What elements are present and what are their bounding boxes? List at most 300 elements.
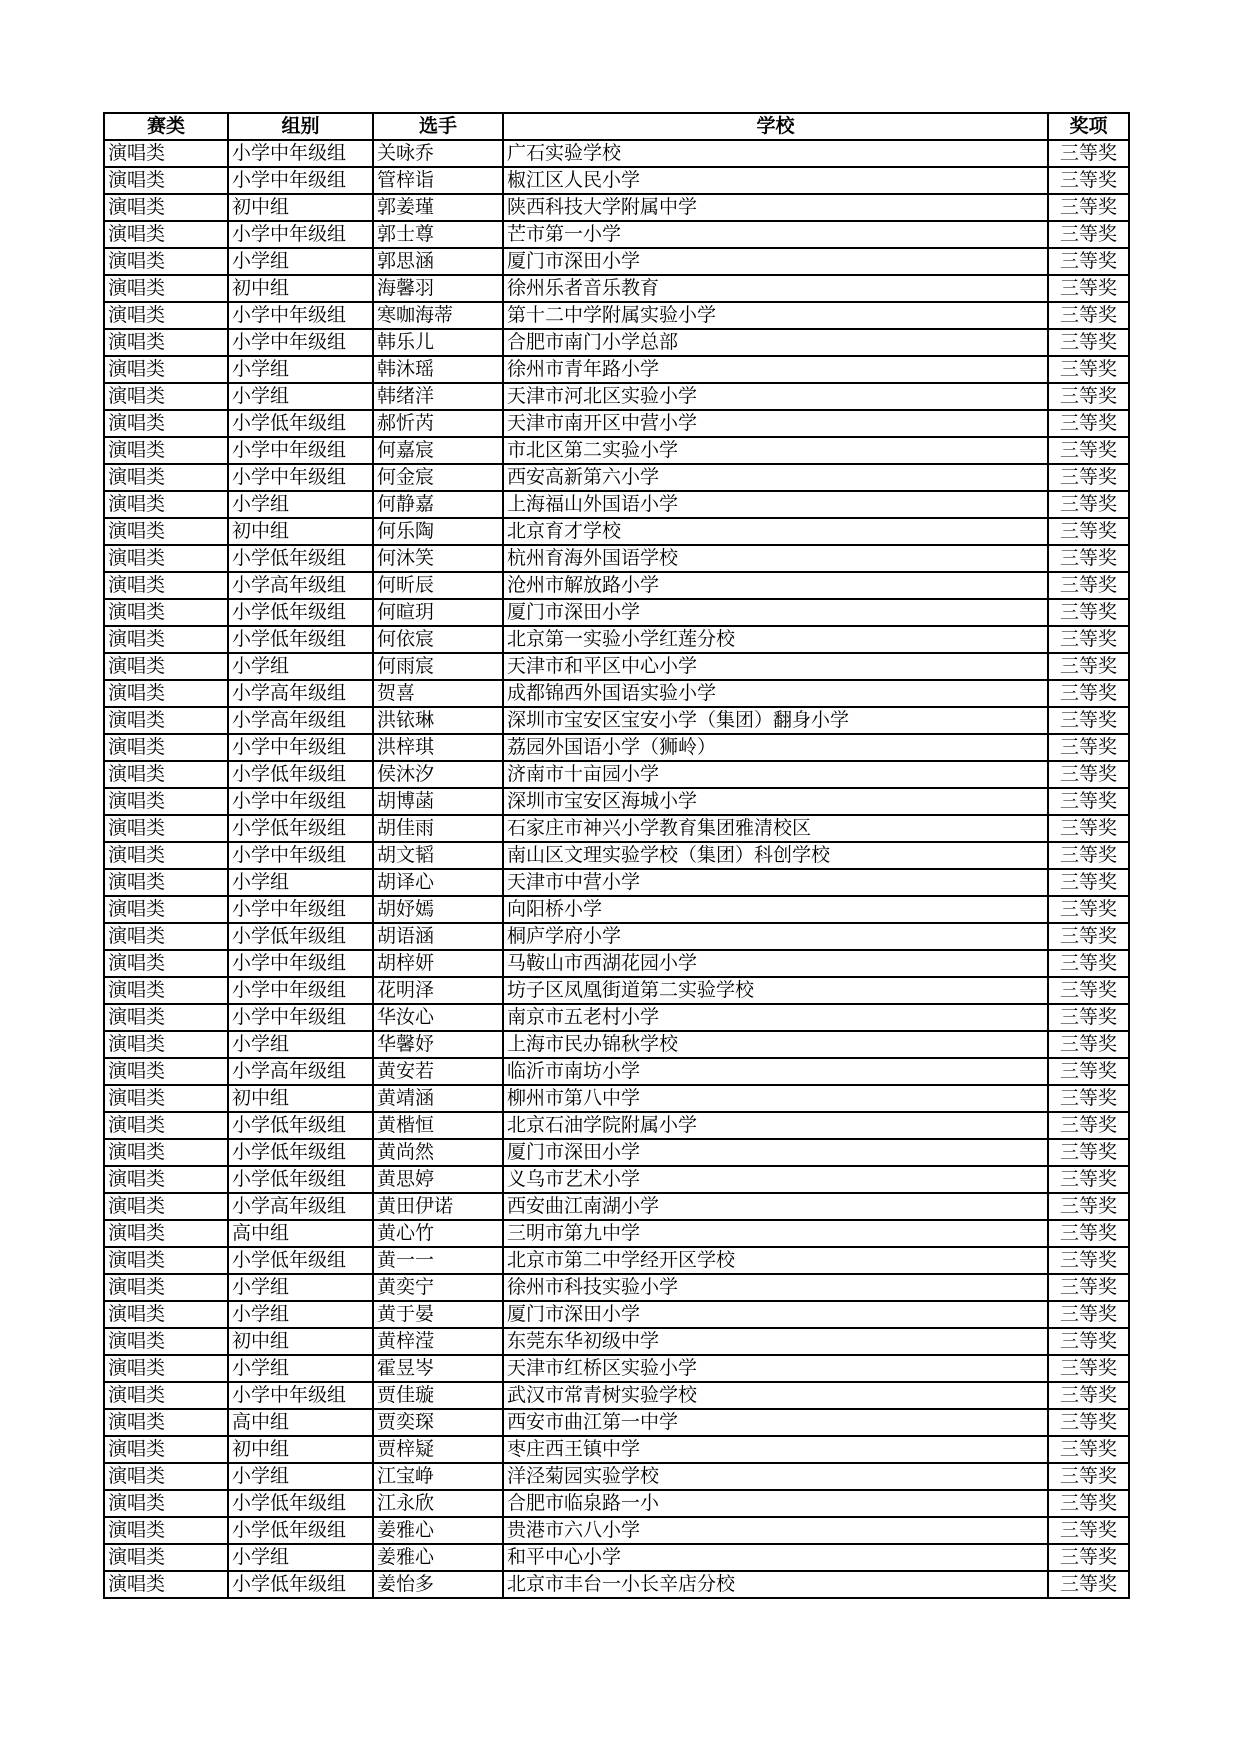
school-cell: 市北区第二实验小学	[503, 437, 1048, 464]
category-cell: 演唱类	[104, 437, 228, 464]
table-row	[104, 842, 1129, 869]
category-cell: 演唱类	[104, 599, 228, 626]
school-cell: 荔园外国语小学（狮岭）	[503, 734, 1048, 761]
category-cell: 演唱类	[104, 140, 228, 167]
table-row	[104, 1274, 1129, 1301]
award-cell: 三等奖	[1048, 977, 1129, 1004]
group-cell: 小学高年级组	[228, 707, 373, 734]
school-cell: 椒江区人民小学	[503, 167, 1048, 194]
group-cell: 小学中年级组	[228, 140, 373, 167]
school-cell: 深圳市宝安区海城小学	[503, 788, 1048, 815]
table-row	[104, 896, 1129, 923]
group-cell: 小学组	[228, 491, 373, 518]
category-cell: 演唱类	[104, 1328, 228, 1355]
school-cell: 北京第一实验小学红莲分校	[503, 626, 1048, 653]
category-cell: 演唱类	[104, 194, 228, 221]
award-cell: 三等奖	[1048, 1085, 1129, 1112]
contestant-cell: 洪铱琳	[373, 707, 503, 734]
group-cell: 小学组	[228, 356, 373, 383]
category-cell: 演唱类	[104, 410, 228, 437]
school-cell: 北京市丰台一小长辛店分校	[503, 1571, 1048, 1598]
school-cell: 徐州市科技实验小学	[503, 1274, 1048, 1301]
category-cell: 演唱类	[104, 680, 228, 707]
table-row	[104, 356, 1129, 383]
award-cell: 三等奖	[1048, 950, 1129, 977]
contestant-cell: 郭思涵	[373, 248, 503, 275]
group-cell: 初中组	[228, 194, 373, 221]
table-row	[104, 1193, 1129, 1220]
category-cell: 演唱类	[104, 221, 228, 248]
category-cell: 演唱类	[104, 1274, 228, 1301]
school-cell: 广石实验学校	[503, 140, 1048, 167]
school-cell: 三明市第九中学	[503, 1220, 1048, 1247]
group-cell: 小学低年级组	[228, 626, 373, 653]
contestant-cell: 黄田伊诺	[373, 1193, 503, 1220]
table-row	[104, 518, 1129, 545]
award-cell: 三等奖	[1048, 599, 1129, 626]
school-cell: 沧州市解放路小学	[503, 572, 1048, 599]
awards-table	[103, 112, 1130, 1599]
contestant-cell: 海馨羽	[373, 275, 503, 302]
award-cell: 三等奖	[1048, 653, 1129, 680]
contestant-cell: 黄于晏	[373, 1301, 503, 1328]
group-cell: 小学组	[228, 1031, 373, 1058]
group-cell: 高中组	[228, 1220, 373, 1247]
category-cell: 演唱类	[104, 707, 228, 734]
group-cell: 小学中年级组	[228, 167, 373, 194]
award-cell: 三等奖	[1048, 1139, 1129, 1166]
category-cell: 演唱类	[104, 788, 228, 815]
award-cell: 三等奖	[1048, 1328, 1129, 1355]
category-cell: 演唱类	[104, 869, 228, 896]
category-cell: 演唱类	[104, 977, 228, 1004]
school-cell: 西安市曲江第一中学	[503, 1409, 1048, 1436]
school-cell: 上海市民办锦秋学校	[503, 1031, 1048, 1058]
school-cell: 陕西科技大学附属中学	[503, 194, 1048, 221]
category-cell: 演唱类	[104, 1085, 228, 1112]
group-cell: 初中组	[228, 1328, 373, 1355]
school-cell: 洋泾菊园实验学校	[503, 1463, 1048, 1490]
contestant-cell: 胡译心	[373, 869, 503, 896]
award-cell: 三等奖	[1048, 1409, 1129, 1436]
group-cell: 初中组	[228, 518, 373, 545]
group-cell: 小学低年级组	[228, 545, 373, 572]
table-row	[104, 140, 1129, 167]
school-cell: 深圳市宝安区宝安小学（集团）翻身小学	[503, 707, 1048, 734]
award-cell: 三等奖	[1048, 788, 1129, 815]
group-cell: 小学高年级组	[228, 1058, 373, 1085]
table-row	[104, 788, 1129, 815]
school-cell: 厦门市深田小学	[503, 1139, 1048, 1166]
table-row	[104, 734, 1129, 761]
award-cell: 三等奖	[1048, 1355, 1129, 1382]
table-row	[104, 275, 1129, 302]
contestant-cell: 侯沐汐	[373, 761, 503, 788]
award-cell: 三等奖	[1048, 1220, 1129, 1247]
category-cell: 演唱类	[104, 248, 228, 275]
award-cell: 三等奖	[1048, 248, 1129, 275]
group-cell: 初中组	[228, 1436, 373, 1463]
school-cell: 南山区文理实验学校（集团）科创学校	[503, 842, 1048, 869]
contestant-cell: 江永欣	[373, 1490, 503, 1517]
contestant-cell: 韩乐儿	[373, 329, 503, 356]
category-cell: 演唱类	[104, 1139, 228, 1166]
contestant-cell: 贺喜	[373, 680, 503, 707]
table-row	[104, 1166, 1129, 1193]
category-cell: 演唱类	[104, 896, 228, 923]
category-cell: 演唱类	[104, 815, 228, 842]
award-cell: 三等奖	[1048, 680, 1129, 707]
group-cell: 小学中年级组	[228, 788, 373, 815]
group-cell: 小学中年级组	[228, 1004, 373, 1031]
school-cell: 贵港市六八小学	[503, 1517, 1048, 1544]
table-row	[104, 1328, 1129, 1355]
school-cell: 厦门市深田小学	[503, 599, 1048, 626]
category-cell: 演唱类	[104, 1166, 228, 1193]
table-row	[104, 761, 1129, 788]
award-cell: 三等奖	[1048, 1436, 1129, 1463]
award-cell: 三等奖	[1048, 626, 1129, 653]
school-cell: 天津市红桥区实验小学	[503, 1355, 1048, 1382]
category-cell: 演唱类	[104, 626, 228, 653]
school-cell: 西安曲江南湖小学	[503, 1193, 1048, 1220]
contestant-cell: 姜雅心	[373, 1544, 503, 1571]
school-cell: 天津市河北区实验小学	[503, 383, 1048, 410]
contestant-cell: 黄心竹	[373, 1220, 503, 1247]
contestant-cell: 何依宸	[373, 626, 503, 653]
award-cell: 三等奖	[1048, 545, 1129, 572]
group-cell: 小学中年级组	[228, 437, 373, 464]
school-cell: 南京市五老村小学	[503, 1004, 1048, 1031]
table-row	[104, 1247, 1129, 1274]
group-cell: 小学中年级组	[228, 1382, 373, 1409]
award-cell: 三等奖	[1048, 1571, 1129, 1598]
category-cell: 演唱类	[104, 1517, 228, 1544]
table-row	[104, 869, 1129, 896]
award-cell: 三等奖	[1048, 923, 1129, 950]
category-cell: 演唱类	[104, 1220, 228, 1247]
table-row	[104, 1544, 1129, 1571]
group-cell: 小学组	[228, 1274, 373, 1301]
category-cell: 演唱类	[104, 1544, 228, 1571]
contestant-cell: 华馨妤	[373, 1031, 503, 1058]
group-cell: 小学中年级组	[228, 464, 373, 491]
table-row	[104, 1409, 1129, 1436]
category-cell: 演唱类	[104, 1382, 228, 1409]
table-row	[104, 1139, 1129, 1166]
award-cell: 三等奖	[1048, 1490, 1129, 1517]
category-cell: 演唱类	[104, 653, 228, 680]
award-cell: 三等奖	[1048, 302, 1129, 329]
table-body	[104, 140, 1129, 1598]
table-row	[104, 707, 1129, 734]
category-cell: 演唱类	[104, 491, 228, 518]
award-cell: 三等奖	[1048, 1247, 1129, 1274]
award-cell: 三等奖	[1048, 1193, 1129, 1220]
category-cell: 演唱类	[104, 734, 228, 761]
category-cell: 演唱类	[104, 329, 228, 356]
school-cell: 义乌市艺术小学	[503, 1166, 1048, 1193]
group-cell: 小学低年级组	[228, 1571, 373, 1598]
school-cell: 厦门市深田小学	[503, 248, 1048, 275]
school-cell: 马鞍山市西湖花园小学	[503, 950, 1048, 977]
school-cell: 天津市中营小学	[503, 869, 1048, 896]
table-row	[104, 626, 1129, 653]
award-cell: 三等奖	[1048, 1004, 1129, 1031]
group-cell: 小学中年级组	[228, 896, 373, 923]
table-row	[104, 1031, 1129, 1058]
table-row	[104, 1436, 1129, 1463]
table-row	[104, 329, 1129, 356]
contestant-cell: 贾佳璇	[373, 1382, 503, 1409]
group-cell: 小学中年级组	[228, 302, 373, 329]
award-cell: 三等奖	[1048, 329, 1129, 356]
award-cell: 三等奖	[1048, 1463, 1129, 1490]
school-cell: 天津市和平区中心小学	[503, 653, 1048, 680]
category-cell: 演唱类	[104, 302, 228, 329]
school-cell: 西安高新第六小学	[503, 464, 1048, 491]
award-cell: 三等奖	[1048, 1058, 1129, 1085]
table-row	[104, 1112, 1129, 1139]
contestant-cell: 华汝心	[373, 1004, 503, 1031]
contestant-cell: 姜雅心	[373, 1517, 503, 1544]
contestant-cell: 黄一一	[373, 1247, 503, 1274]
table-row	[104, 1058, 1129, 1085]
category-cell: 演唱类	[104, 1004, 228, 1031]
category-cell: 演唱类	[104, 1058, 228, 1085]
award-cell: 三等奖	[1048, 437, 1129, 464]
contestant-cell: 黄靖涵	[373, 1085, 503, 1112]
school-cell: 石家庄市神兴小学教育集团雅清校区	[503, 815, 1048, 842]
contestant-cell: 黄梓滢	[373, 1328, 503, 1355]
contestant-cell: 何乐陶	[373, 518, 503, 545]
category-cell: 演唱类	[104, 1112, 228, 1139]
school-cell: 柳州市第八中学	[503, 1085, 1048, 1112]
group-cell: 小学中年级组	[228, 842, 373, 869]
award-cell: 三等奖	[1048, 1112, 1129, 1139]
table-row	[104, 1517, 1129, 1544]
header-award: 奖项	[1048, 113, 1129, 140]
school-cell: 第十二中学附属实验小学	[503, 302, 1048, 329]
group-cell: 小学高年级组	[228, 1193, 373, 1220]
group-cell: 小学组	[228, 653, 373, 680]
category-cell: 演唱类	[104, 464, 228, 491]
award-cell: 三等奖	[1048, 410, 1129, 437]
table-row	[104, 464, 1129, 491]
category-cell: 演唱类	[104, 356, 228, 383]
school-cell: 枣庄西王镇中学	[503, 1436, 1048, 1463]
group-cell: 小学中年级组	[228, 329, 373, 356]
award-cell: 三等奖	[1048, 734, 1129, 761]
category-cell: 演唱类	[104, 1409, 228, 1436]
contestant-cell: 胡梓妍	[373, 950, 503, 977]
table-row	[104, 1355, 1129, 1382]
category-cell: 演唱类	[104, 275, 228, 302]
award-cell: 三等奖	[1048, 815, 1129, 842]
group-cell: 小学低年级组	[228, 599, 373, 626]
category-cell: 演唱类	[104, 1571, 228, 1598]
table-row	[104, 977, 1129, 1004]
contestant-cell: 胡妤嫣	[373, 896, 503, 923]
category-cell: 演唱类	[104, 572, 228, 599]
group-cell: 小学高年级组	[228, 680, 373, 707]
group-cell: 高中组	[228, 1409, 373, 1436]
award-cell: 三等奖	[1048, 869, 1129, 896]
table-row	[104, 1004, 1129, 1031]
award-cell: 三等奖	[1048, 356, 1129, 383]
contestant-cell: 姜怡多	[373, 1571, 503, 1598]
award-cell: 三等奖	[1048, 491, 1129, 518]
group-cell: 小学组	[228, 1544, 373, 1571]
header-category: 赛类	[104, 113, 228, 140]
table-row	[104, 653, 1129, 680]
table-row	[104, 599, 1129, 626]
table-row	[104, 221, 1129, 248]
category-cell: 演唱类	[104, 167, 228, 194]
school-cell: 北京石油学院附属小学	[503, 1112, 1048, 1139]
contestant-cell: 胡博菡	[373, 788, 503, 815]
contestant-cell: 黄安若	[373, 1058, 503, 1085]
category-cell: 演唱类	[104, 1301, 228, 1328]
group-cell: 小学中年级组	[228, 734, 373, 761]
school-cell: 杭州育海外国语学校	[503, 545, 1048, 572]
award-cell: 三等奖	[1048, 140, 1129, 167]
group-cell: 小学低年级组	[228, 923, 373, 950]
award-cell: 三等奖	[1048, 518, 1129, 545]
award-cell: 三等奖	[1048, 1031, 1129, 1058]
group-cell: 小学低年级组	[228, 1166, 373, 1193]
school-cell: 合肥市南门小学总部	[503, 329, 1048, 356]
group-cell: 初中组	[228, 1085, 373, 1112]
school-cell: 东莞东华初级中学	[503, 1328, 1048, 1355]
table-row	[104, 815, 1129, 842]
group-cell: 小学低年级组	[228, 1139, 373, 1166]
award-cell: 三等奖	[1048, 464, 1129, 491]
category-cell: 演唱类	[104, 1247, 228, 1274]
contestant-cell: 郭士尊	[373, 221, 503, 248]
school-cell: 徐州市青年路小学	[503, 356, 1048, 383]
group-cell: 小学低年级组	[228, 761, 373, 788]
contestant-cell: 郝忻芮	[373, 410, 503, 437]
award-cell: 三等奖	[1048, 761, 1129, 788]
contestant-cell: 洪梓琪	[373, 734, 503, 761]
contestant-cell: 何金宸	[373, 464, 503, 491]
award-cell: 三等奖	[1048, 194, 1129, 221]
group-cell: 小学中年级组	[228, 977, 373, 1004]
school-cell: 坊子区凤凰街道第二实验学校	[503, 977, 1048, 1004]
contestant-cell: 管梓诣	[373, 167, 503, 194]
award-cell: 三等奖	[1048, 221, 1129, 248]
table-row	[104, 545, 1129, 572]
group-cell: 小学组	[228, 383, 373, 410]
contestant-cell: 郭姜瑾	[373, 194, 503, 221]
school-cell: 和平中心小学	[503, 1544, 1048, 1571]
table-row	[104, 194, 1129, 221]
award-cell: 三等奖	[1048, 896, 1129, 923]
table-row	[104, 383, 1129, 410]
school-cell: 芒市第一小学	[503, 221, 1048, 248]
header-row	[104, 113, 1129, 140]
group-cell: 小学低年级组	[228, 1517, 373, 1544]
award-cell: 三等奖	[1048, 1517, 1129, 1544]
school-cell: 向阳桥小学	[503, 896, 1048, 923]
table-row	[104, 950, 1129, 977]
table-row	[104, 1463, 1129, 1490]
contestant-cell: 胡语涵	[373, 923, 503, 950]
school-cell: 武汉市常青树实验学校	[503, 1382, 1048, 1409]
award-cell: 三等奖	[1048, 1166, 1129, 1193]
award-cell: 三等奖	[1048, 1544, 1129, 1571]
table-row	[104, 167, 1129, 194]
contestant-cell: 韩绪洋	[373, 383, 503, 410]
category-cell: 演唱类	[104, 383, 228, 410]
school-cell: 济南市十亩园小学	[503, 761, 1048, 788]
award-cell: 三等奖	[1048, 275, 1129, 302]
group-cell: 小学组	[228, 1463, 373, 1490]
category-cell: 演唱类	[104, 1463, 228, 1490]
award-cell: 三等奖	[1048, 383, 1129, 410]
table-row	[104, 1490, 1129, 1517]
contestant-cell: 何暄玥	[373, 599, 503, 626]
contestant-cell: 黄楷恒	[373, 1112, 503, 1139]
contestant-cell: 关咏乔	[373, 140, 503, 167]
award-cell: 三等奖	[1048, 1274, 1129, 1301]
category-cell: 演唱类	[104, 761, 228, 788]
contestant-cell: 江宝峥	[373, 1463, 503, 1490]
table-row	[104, 572, 1129, 599]
contestant-cell: 何嘉宸	[373, 437, 503, 464]
award-cell: 三等奖	[1048, 572, 1129, 599]
category-cell: 演唱类	[104, 950, 228, 977]
category-cell: 演唱类	[104, 1193, 228, 1220]
group-cell: 初中组	[228, 275, 373, 302]
contestant-cell: 霍昱岑	[373, 1355, 503, 1382]
school-cell: 成都锦西外国语实验小学	[503, 680, 1048, 707]
header-contestant: 选手	[373, 113, 503, 140]
contestant-cell: 黄尚然	[373, 1139, 503, 1166]
contestant-cell: 贾梓疑	[373, 1436, 503, 1463]
contestant-cell: 韩沐瑶	[373, 356, 503, 383]
group-cell: 小学中年级组	[228, 950, 373, 977]
contestant-cell: 胡文韬	[373, 842, 503, 869]
contestant-cell: 黄奕宁	[373, 1274, 503, 1301]
award-cell: 三等奖	[1048, 167, 1129, 194]
category-cell: 演唱类	[104, 518, 228, 545]
award-cell: 三等奖	[1048, 1301, 1129, 1328]
contestant-cell: 黄思婷	[373, 1166, 503, 1193]
school-cell: 北京育才学校	[503, 518, 1048, 545]
table-row	[104, 491, 1129, 518]
group-cell: 小学组	[228, 248, 373, 275]
table-row	[104, 923, 1129, 950]
school-cell: 北京市第二中学经开区学校	[503, 1247, 1048, 1274]
group-cell: 小学低年级组	[228, 815, 373, 842]
school-cell: 厦门市深田小学	[503, 1301, 1048, 1328]
category-cell: 演唱类	[104, 1490, 228, 1517]
school-cell: 天津市南开区中营小学	[503, 410, 1048, 437]
table-row	[104, 410, 1129, 437]
category-cell: 演唱类	[104, 923, 228, 950]
contestant-cell: 何昕辰	[373, 572, 503, 599]
category-cell: 演唱类	[104, 1031, 228, 1058]
group-cell: 小学低年级组	[228, 1112, 373, 1139]
award-cell: 三等奖	[1048, 842, 1129, 869]
group-cell: 小学低年级组	[228, 1247, 373, 1274]
category-cell: 演唱类	[104, 1355, 228, 1382]
contestant-cell: 何沐笑	[373, 545, 503, 572]
table-row	[104, 1301, 1129, 1328]
contestant-cell: 何雨宸	[373, 653, 503, 680]
